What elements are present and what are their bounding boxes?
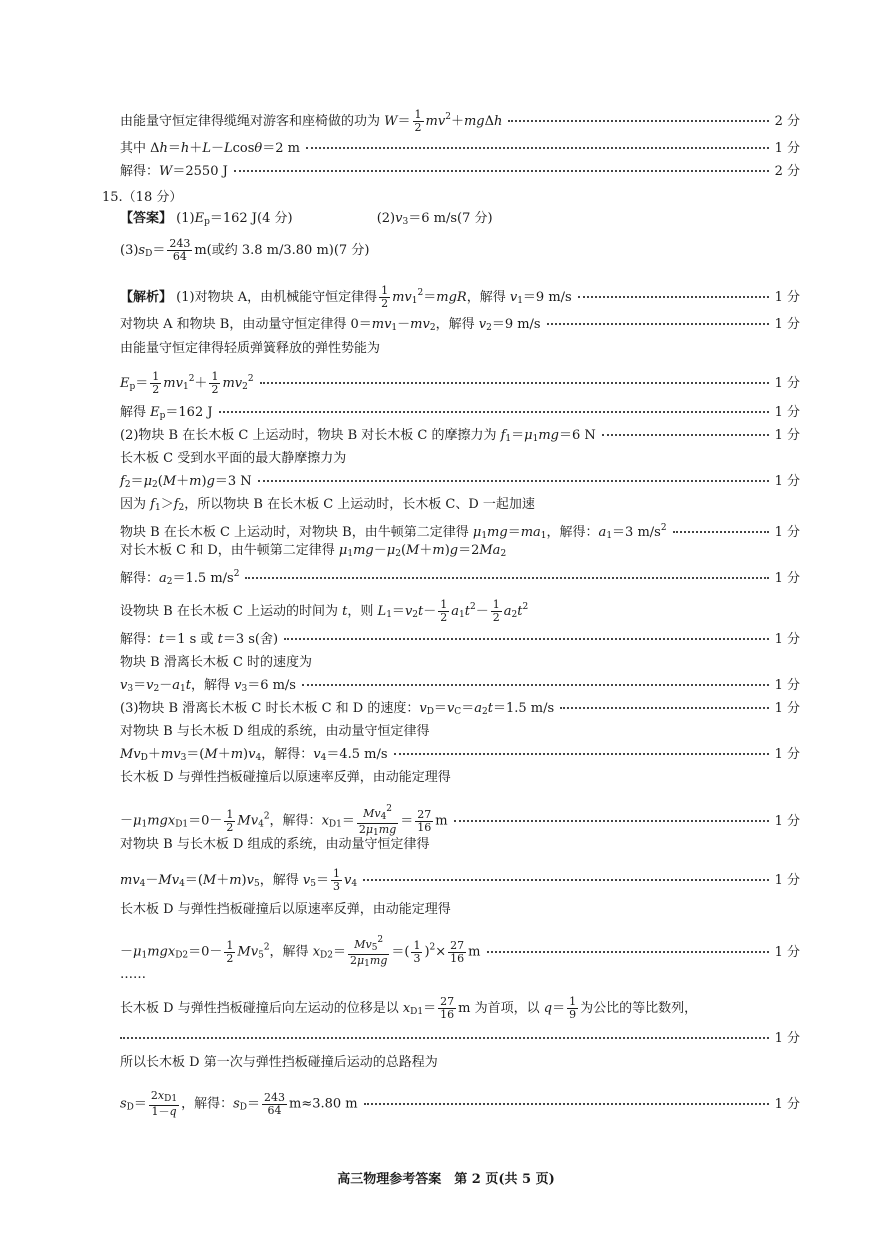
answer-row-1: 【答案】 $(1)E_p=162$ J(4 分) $(2)v_3=6$ m/s(7 分) [120, 211, 493, 227]
analysis-line-static-friction: 长木板 C 受到水平面的最大静摩擦力为 [120, 451, 347, 466]
analysis-line-a1: 物块 B 在长木板 C 上运动时，对物块 B，由牛顿第二定律得 $\mu_1mg=ma_1$，解得：$a_1=3$ $m/s^2$ 1 分 [120, 523, 800, 541]
line-work-done: 由能量守恒定律得缆绳对游客和座椅做的功为 W＝ $\frac{1}{2}$ $mv^2+mg\Delta h$ 2 分 [120, 108, 800, 134]
analysis-line-compare: 因为 $f_1>f_2$，所以物块 B 在长木板 C 上运动时，长木板 C、D 一起加速 [120, 497, 535, 513]
question-15-heading: 15.（18 分） [102, 190, 183, 205]
analysis-line-rebound-1: 长木板 D 与弹性挡板碰撞后以原速率反弹，由动能定理得 [120, 770, 451, 785]
analysis-line-geometric: 长木板 D 与弹性挡板碰撞后向左运动的位移是以 $x_{D1}=$ $\frac{27}{16}$ m 为首项，以 q＝ $\frac{1}{9}$ 为公比的等比数列， [120, 995, 698, 1021]
analysis-line-ep-result: 解得 $E_p=162$ J 1 分 [120, 405, 800, 421]
analysis-line-system-2: 对物块 B 与长木板 D 组成的系统，由动量守恒定律得 [120, 837, 430, 852]
analysis-line-2: 对物块 A 和物块 B，由动量守恒定律得 $0=mv_1-mv_2$，解得 $v_2=9$ m/s 1 分 [120, 317, 800, 333]
analysis-line-cd-newton: 对长木板 C 和 D，由牛顿第二定律得 $\mu_1mg-\mu_2(M+m)g=2Ma_2$ [120, 543, 507, 559]
analysis-line-f1: (2)物块 B 在长木板 C 上运动时，物块 B 对长木板 C 的摩擦力为 $f_1=\mu_1mg=6$ N 1 分 [120, 428, 800, 444]
analysis-line-v4: $Mv_D+mv_3=(M+m)v_4$，解得：$v_4=4.5$ m/s 1 分 [120, 747, 800, 763]
analysis-line-3: 由能量守恒定律得轻质弹簧释放的弹性势能为 [120, 341, 381, 356]
analysis-line-time-eq: 设物块 B 在长木板 C 上运动的时间为 t，则 $L_1=v_2t-$ $\frac{1}{2}$ $a_1t^2-$ $\frac{1}{2}$ $a_2t^2$ [120, 598, 529, 624]
analysis-line-speed-intro: 物块 B 滑离长木板 C 时的速度为 [120, 655, 313, 670]
analysis-line-f2: $f_2=\mu_2(M+m)g=3$ N 1 分 [120, 474, 800, 490]
analysis-line-xd1: $-\mu_1mgx_{D1}=0-$ $\frac{1}{2}$ $Mv_4^2$，解得：$x_{D1}=$ $\frac{Mv_4^2}{2\mu_1mg}$ ＝ $\frac{27}{16}$ m 1 分 [120, 804, 800, 838]
analysis-line-vd: (3)物块 B 滑离长木板 C 时长木板 C 和 D 的速度：$v_D=v_C=a_2t=1.5$ m/s 1 分 [120, 701, 800, 717]
analysis-line-ellipsis: …… [120, 967, 146, 982]
analysis-line-sd: $s_D=$ $\frac{2x_{D1}}{1-q}$ ，解得：$s_D=$ $\frac{243}{64}$ m≈3.80 m 1 分 [120, 1089, 800, 1118]
line-w-result: 解得：W＝2550 J 2 分 [120, 164, 800, 179]
analysis-line-1: 【解析】 (1)对物块 A，由机械能守恒定律得 $\frac{1}{2}$ $mv_1^2=mgR$，解得 $v_1=9$ m/s 1 分 [120, 284, 800, 310]
analysis-line-system-1: 对物块 B 与长木板 D 组成的系统，由动量守恒定律得 [120, 724, 430, 739]
analysis-line-xd2: $-\mu_1mgx_{D2}=0-$ $\frac{1}{2}$ $Mv_5^2$，解得 $x_{D2}=$ $\frac{Mv_5^2}{2\mu_1mg}$ ＝( $\frac{1}{3}$ )$^2$× $\frac{27}{16}$ m 1 分 [120, 935, 800, 969]
line-delta-h: 其中 Δh＝h＋L－Lcosθ＝2 m 1 分 [120, 141, 800, 156]
analysis-line-geometric-score: 1 分 [120, 1030, 800, 1048]
analysis-line-v5: $mv_4-Mv_4=(M+m)v_5$，解得 $v_5=$ $\frac{1}{3}$ $v_4$ 1 分 [120, 867, 800, 893]
page-footer: 高三物理参考答案 第 2 页(共 5 页) [337, 1172, 555, 1187]
analysis-line-rebound-2: 长木板 D 与弹性挡板碰撞后以原速率反弹，由动能定理得 [120, 902, 451, 917]
analysis-line-total-intro: 所以长木板 D 第一次与弹性挡板碰撞后运动的总路程为 [120, 1055, 438, 1070]
analysis-line-a2: 解得：$a_2=1.5$ $m/s^2$ 1 分 [120, 569, 800, 587]
analysis-line-v3: $v_3=v_2-a_1t$，解得 $v_3=6$ m/s 1 分 [120, 678, 800, 694]
analysis-line-t-result: 解得：t＝1 s 或 t＝3 s(舍) 1 分 [120, 632, 800, 647]
analysis-line-ep-formula: $E_p=$ $\frac{1}{2}$ $mv_1^2+$ $\frac{1}{2}$ $mv_2^2$ 1 分 [120, 370, 800, 396]
answer-row-2: $(3)s_D=$ $\frac{243}{64}$ m(或约 3.8 m/3.80 m)(7 分) [120, 237, 370, 263]
